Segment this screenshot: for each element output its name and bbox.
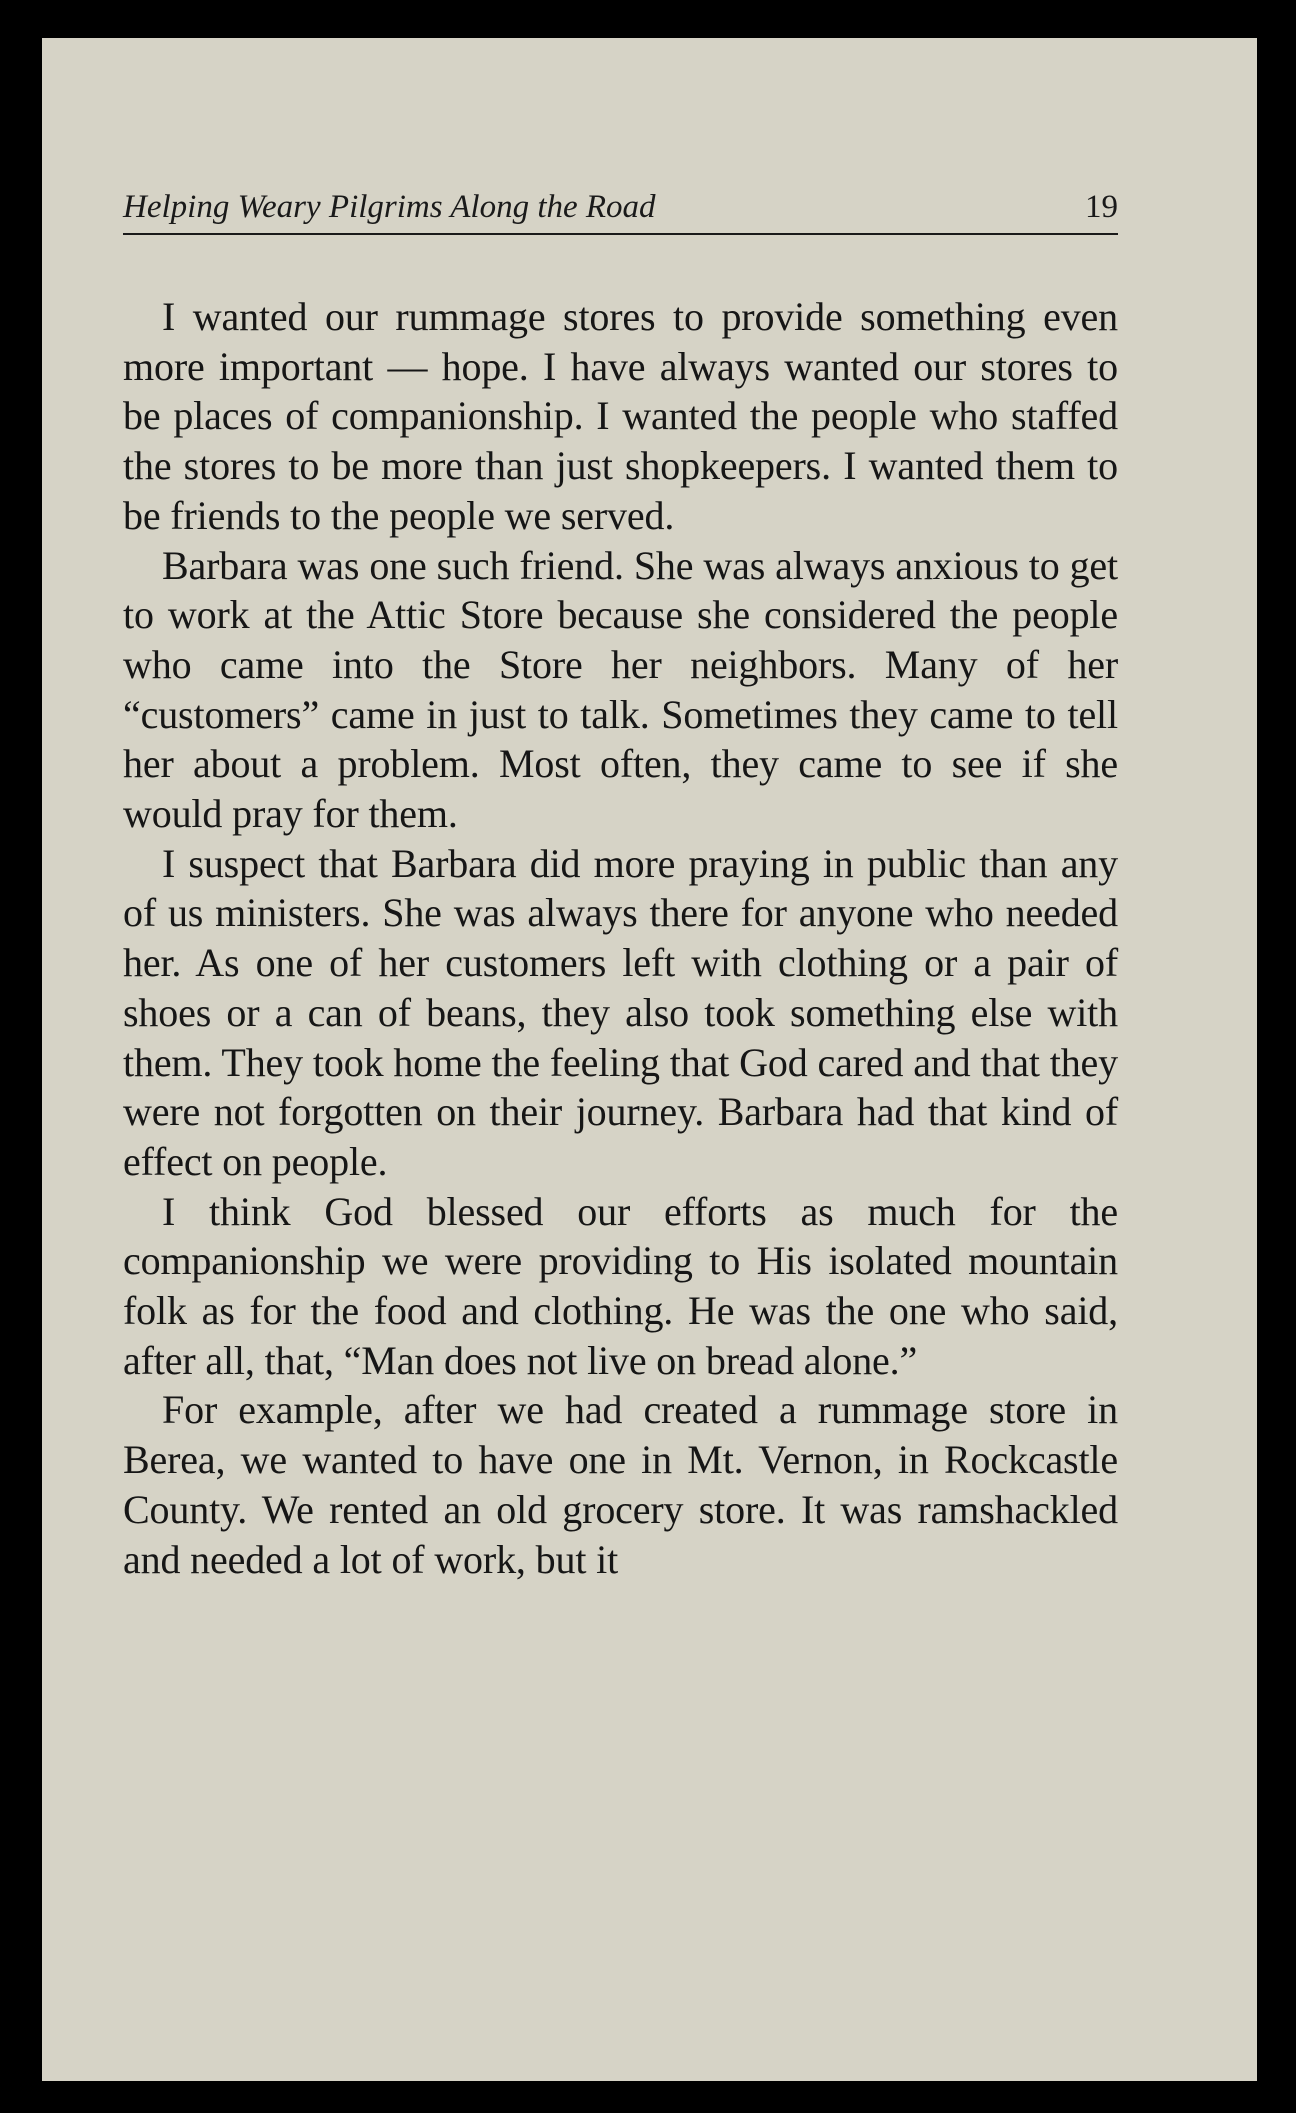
page-header (123, 183, 1118, 235)
paragraph: I wanted our rummage stores to provide something even more important — hope. I have always wanted our stores to be places of companionship. I wanted the people who staffed the stores to be more than just shopkeepers. I wanted them to be friends to the people we served. (123, 294, 1118, 538)
paragraph: I suspect that Barbara did more praying in public than any of us ministers. She was always there for anyone who needed her. As one of her customers left with clothing or a pair of shoes or a can of beans, they also took something else with them. They took home the feeling that God cared and that they were not forgotten on their journey. Barbara had that kind of effect on people. (123, 840, 1118, 1184)
paragraph: For example, after we had created a rummage store in Berea, we wanted to have one in Mt. Vernon, in Rockcastle County. We rented an old grocery store. It was ramshackled and needed a lot of work, but it (123, 1387, 1118, 1582)
page-number: 19 (1085, 189, 1118, 225)
running-head: Helping Weary Pilgrims Along the Road (123, 189, 656, 225)
paragraph: I think God blessed our efforts as much for the companionship we were providing to His isolated mountain folk as for the food and clothing. He was the one who said, after all, that, “Man does not live on bread alone.” (123, 1188, 1118, 1383)
paragraph: Barbara was one such friend. She was always anxious to get to work at the Attic Store because she considered the people who came into the Store her neighbors. Many of her “customers” came in just to talk. Sometimes they came to tell her about a problem. Most often, they came to see if she would pray for them. (123, 542, 1118, 837)
body-text (123, 292, 1118, 1584)
